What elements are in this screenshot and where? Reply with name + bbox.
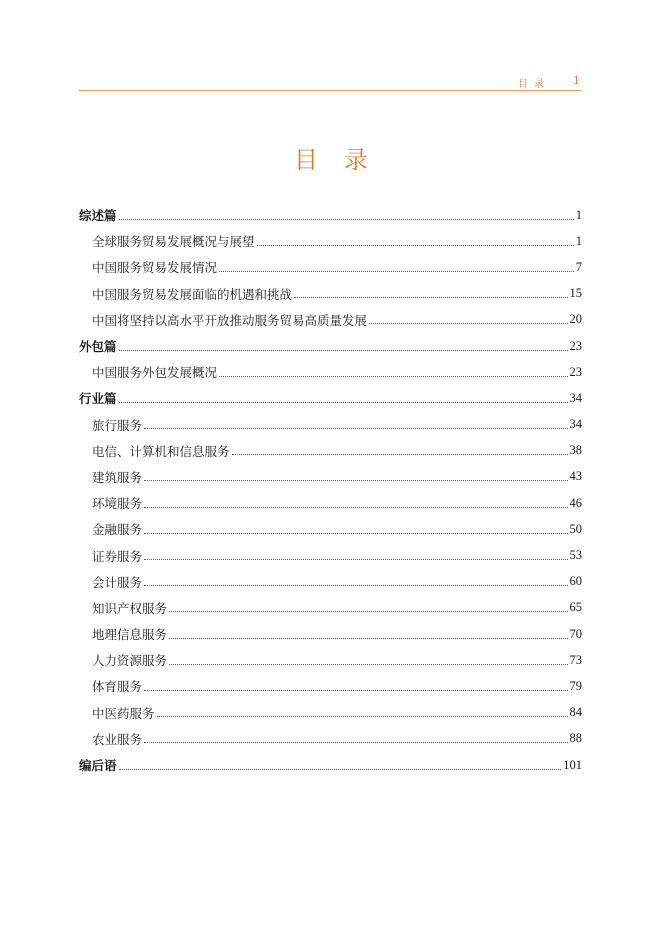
toc-chapter-entry[interactable] (79, 228, 582, 254)
toc-entry-page-number: 65 (569, 600, 582, 615)
running-header-page-number: 1 (573, 74, 580, 87)
toc-dot-leader (144, 741, 567, 743)
toc-entry-label: 农业服务 (92, 731, 143, 747)
running-header (79, 74, 582, 91)
toc-dot-leader (219, 270, 574, 272)
toc-dot-leader (169, 637, 567, 639)
toc-entry-page-number: 73 (569, 652, 582, 667)
toc-entry-label: 金融服务 (92, 522, 143, 538)
toc-dot-leader (144, 558, 567, 560)
toc-chapter-entry[interactable] (79, 542, 582, 568)
toc-entry-label: 证券服务 (92, 548, 143, 564)
toc-chapter-entry[interactable] (79, 307, 582, 333)
toc-entry-page-number: 1 (575, 207, 582, 222)
toc-entry-label: 外包篇 (79, 339, 117, 355)
toc-dot-leader (144, 506, 567, 508)
page-title: 目录 (294, 146, 394, 174)
toc-entry-label: 地理信息服务 (92, 627, 168, 643)
toc-dot-leader (369, 322, 567, 324)
toc-dot-leader (169, 663, 567, 665)
toc-part-entry[interactable] (79, 202, 582, 228)
toc-entry-page-number: 23 (569, 364, 582, 379)
toc-part-entry[interactable] (79, 385, 582, 411)
running-header-title: 目录 (518, 79, 550, 90)
toc-dot-leader (219, 375, 567, 377)
toc-entry-page-number: 7 (575, 259, 582, 274)
toc-chapter-entry[interactable] (79, 281, 582, 307)
toc-entry-page-number: 43 (569, 469, 582, 484)
toc-entry-label: 体育服务 (92, 679, 143, 695)
toc-entry-label: 环境服务 (92, 496, 143, 512)
toc-dot-leader (232, 453, 568, 455)
toc-chapter-entry[interactable] (79, 569, 582, 595)
toc-chapter-entry[interactable] (79, 673, 582, 699)
toc-chapter-entry[interactable] (79, 254, 582, 280)
toc-entry-label: 中国将坚持以高水平开放推动服务贸易高质量发展 (92, 312, 368, 328)
toc-entry-page-number: 38 (569, 443, 582, 458)
toc-dot-leader (144, 584, 567, 586)
toc-chapter-entry[interactable] (79, 490, 582, 516)
toc-dot-leader (144, 689, 567, 691)
toc-entry-page-number: 70 (569, 626, 582, 641)
toc-entry-page-number: 53 (569, 548, 582, 563)
toc-chapter-entry[interactable] (79, 621, 582, 647)
toc-chapter-entry[interactable] (79, 464, 582, 490)
toc-dot-leader (157, 715, 568, 717)
toc-entry-label: 建筑服务 (92, 469, 143, 485)
toc-dot-leader (119, 768, 562, 770)
toc-dot-leader (144, 532, 567, 534)
toc-entry-page-number: 23 (569, 338, 582, 353)
toc-chapter-entry[interactable] (79, 359, 582, 385)
toc-part-entry[interactable] (79, 333, 582, 359)
toc-dot-leader (119, 401, 568, 403)
toc-entry-label: 编后语 (79, 758, 117, 774)
toc-entry-label: 电信、计算机和信息服务 (92, 443, 230, 459)
toc-entry-page-number: 1 (575, 233, 582, 248)
toc-entry-label: 中医药服务 (92, 705, 155, 721)
toc-entry-label: 行业篇 (79, 391, 117, 407)
toc-entry-label: 旅行服务 (92, 417, 143, 433)
toc-chapter-entry[interactable] (79, 516, 582, 542)
toc-entry-page-number: 15 (569, 286, 582, 301)
toc-entry-label: 人力资源服务 (92, 653, 168, 669)
toc-entry-label: 全球服务贸易发展概况与展望 (92, 234, 255, 250)
toc-entry-page-number: 60 (569, 574, 582, 589)
toc-dot-leader (144, 427, 567, 429)
toc-entry-page-number: 20 (569, 312, 582, 327)
toc-part-entry[interactable] (79, 752, 582, 778)
toc-entry-page-number: 46 (569, 495, 582, 510)
toc-dot-leader (257, 244, 574, 246)
toc-chapter-entry[interactable] (79, 700, 582, 726)
toc-entry-page-number: 34 (569, 390, 582, 405)
toc-chapter-entry[interactable] (79, 726, 582, 752)
toc-entry-label: 知识产权服务 (92, 600, 168, 616)
toc-entry-label: 中国服务贸易发展面临的机遇和挑战 (92, 286, 293, 302)
toc-chapter-entry[interactable] (79, 647, 582, 673)
toc-entry-label: 会计服务 (92, 574, 143, 590)
toc-dot-leader (294, 296, 567, 298)
toc-entry-label: 中国服务贸易发展情况 (92, 260, 218, 276)
toc-chapter-entry[interactable] (79, 595, 582, 621)
toc-entry-page-number: 34 (569, 417, 582, 432)
toc-dot-leader (119, 218, 574, 220)
toc-dot-leader (119, 349, 568, 351)
toc-dot-leader (144, 479, 567, 481)
toc-chapter-entry[interactable] (79, 438, 582, 464)
toc-entry-label: 综述篇 (79, 208, 117, 224)
toc-entry-page-number: 84 (569, 705, 582, 720)
toc-dot-leader (169, 610, 567, 612)
toc-entry-label: 中国服务外包发展概况 (92, 365, 218, 381)
toc-chapter-entry[interactable] (79, 412, 582, 438)
toc-entry-page-number: 50 (569, 521, 582, 536)
toc-entry-page-number: 101 (563, 757, 582, 772)
toc-entry-page-number: 88 (569, 731, 582, 746)
toc-entry-page-number: 79 (569, 678, 582, 693)
table-of-contents (79, 202, 582, 778)
